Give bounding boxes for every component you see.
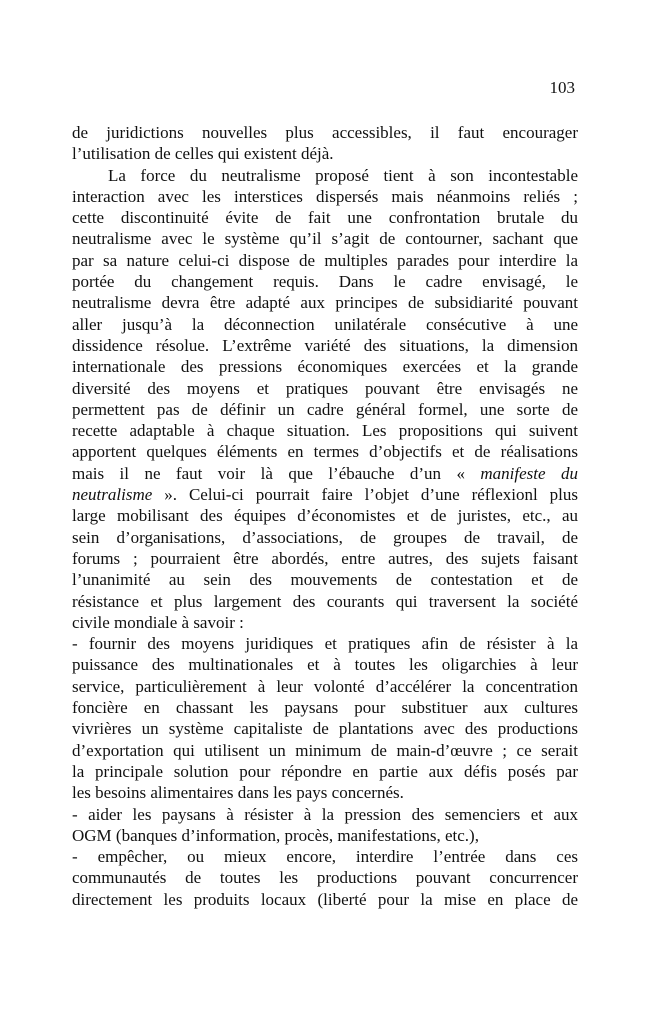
text-line: aller jusqu’à la déconnection unilatérale consécutive à une <box>72 314 578 334</box>
text-line: les besoins alimentaires dans les pays concernés. <box>72 783 404 803</box>
text-line: directement les produits locaux (liberté pour la mise en place de <box>72 889 578 909</box>
text-line: portée du changement requis. Dans le cadre envisagé, le <box>72 272 578 292</box>
text-line: diversité des moyens et pratiques pouvant être envisagés ne <box>72 378 578 398</box>
text-line: - empêcher, ou mieux encore, interdire l’entrée dans ces <box>72 847 578 867</box>
text-line: d’exportation qui utilisent un minimum de main-d’œuvre ; ce serait <box>72 740 578 760</box>
text-line: - aider les paysans à résister à la pression des semenciers et aux <box>72 804 578 824</box>
text-line: cette discontinuité évite de fait une confrontation brutale du <box>72 208 578 228</box>
text-line: vivrières un système capitaliste de plantations avec des productions <box>72 719 578 739</box>
text-line: civile mondiale à savoir : <box>72 612 244 632</box>
text-line: internationale des pressions économiques exercées et la grande <box>72 357 578 377</box>
text-line: dissidence résolue. L’extrême variété des situations, la dimension <box>72 335 578 355</box>
text-line: neutralisme ». Celui-ci pourrait faire l’objet d’une réflexionl plus <box>72 485 578 505</box>
text-line: permettent pas de définir un cadre général formel, une sorte de <box>72 399 578 419</box>
text-line: l’unanimité au sein des mouvements de contestation et de <box>72 570 578 590</box>
text-line: neutralisme devra être adapté aux principes de subsidiarité pouvant <box>72 293 578 313</box>
text-line: forums ; pourraient être abordés, entre autres, des sujets faisant <box>72 548 578 568</box>
text-line: OGM (banques d’information, procès, manifestations, etc.), <box>72 825 479 845</box>
body-text <box>72 122 578 910</box>
text-line: service, particulièrement à leur volonté d’accélérer la concentration <box>72 676 578 696</box>
text-line: la principale solution pour répondre en partie aux défis posés par <box>72 761 578 781</box>
text-line: puissance des multinationales et à toutes les oligarchies à leur <box>72 655 578 675</box>
text-line: communautés de toutes les productions pouvant concurrencer <box>72 868 578 888</box>
text-line: l’utilisation de celles qui existent déjà. <box>72 144 334 164</box>
text-line: résistance et plus largement des courants qui traversent la société <box>72 591 578 611</box>
text-line: sein d’organisations, d’associations, de groupes de travail, de <box>72 527 578 547</box>
page-number: 103 <box>549 78 575 97</box>
text-line: de juridictions nouvelles plus accessibles, il faut encourager <box>72 123 578 142</box>
text-line: large mobilisant des équipes d’économistes et de juristes, etc., au <box>72 506 578 526</box>
text-line: neutralisme avec le système qu’il s’agit de contourner, sachant que <box>72 229 578 249</box>
text-line: recette adaptable à chaque situation. Les propositions qui suivent <box>72 421 578 441</box>
text-line: interaction avec les interstices dispersés mais néanmoins reliés ; <box>72 186 578 206</box>
text-line: - fournir des moyens juridiques et pratiques afin de résister à la <box>72 634 578 654</box>
text-line: foncière en chassant les paysans pour substituer aux cultures <box>72 698 578 718</box>
text-line: La force du neutralisme proposé tient à son incontestable <box>108 165 578 185</box>
text-line: mais il ne faut voir là que l’ébauche d’un « manifeste du <box>72 463 578 483</box>
text-line: apportent quelques éléments en termes d’objectifs et de réalisations <box>72 442 578 462</box>
text-line: par sa nature celui-ci dispose de multiples parades pour interdire la <box>72 250 578 270</box>
